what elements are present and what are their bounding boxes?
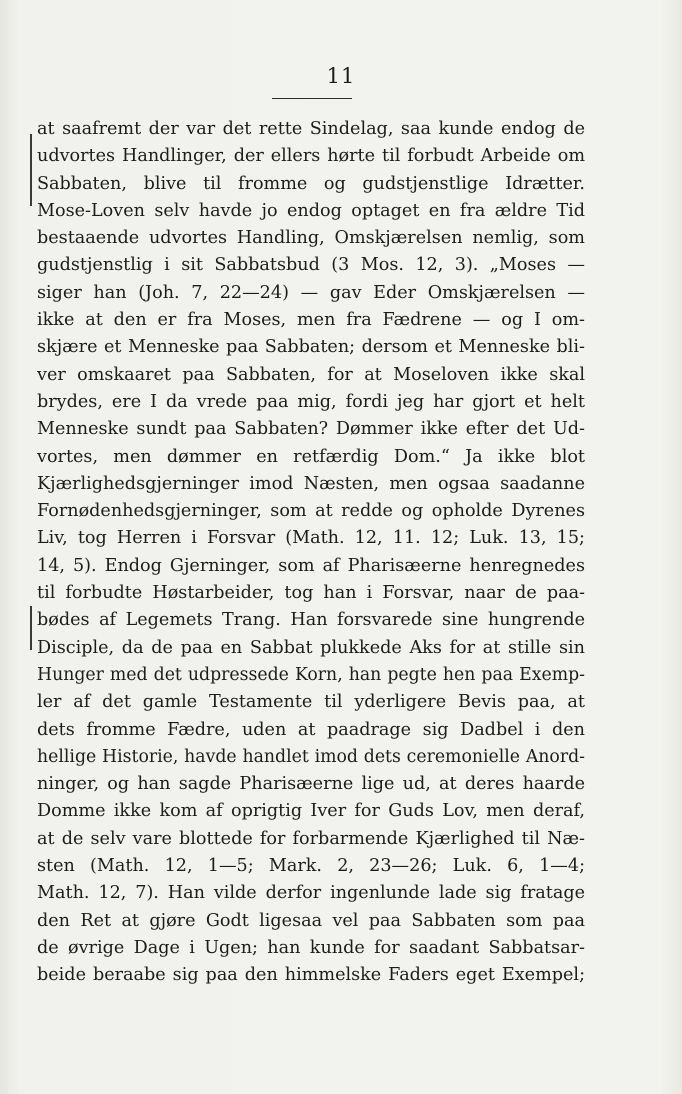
text-line: sten (Math. 12, 1—5; Mark. 2, 23—26; Luk. 6, 1—4; <box>37 856 585 877</box>
text-line: at de selv vare blottede for forbarmende Kjærlighed til Næ- <box>37 828 585 849</box>
text-line: at saafremt der var det rette Sindelag, saa kunde endog de <box>37 119 585 139</box>
margin-mark <box>30 606 32 650</box>
text-line: 14, 5). Endog Gjerninger, som af Pharisæerne henregnedes <box>37 555 585 576</box>
text-line: ninger, og han sagde Pharisæerne lige ud, at deres haarde <box>37 774 585 795</box>
text-line: Sabbaten, blive til fromme og gudstjenstlige Idrætter. <box>37 173 585 194</box>
text-line: til forbudte Høstarbeider, tog han i Forsvar, naar de paa- <box>37 583 585 604</box>
text-line: ler af det gamle Testamente til yderligere Bevis paa, at <box>37 692 585 713</box>
header-rule <box>272 98 352 99</box>
text-line: skjære et Menneske paa Sabbaten; dersom et Menneske bli- <box>37 337 585 358</box>
text-line: ikke at den er fra Moses, men fra Fædrene — og I om- <box>37 310 585 331</box>
text-line: Fornødenhedsgjerninger, som at redde og opholde Dyrenes <box>37 501 585 522</box>
text-line: gudstjenstlig i sit Sabbatsbud (3 Mos. 12, 3). „Moses — <box>37 255 585 276</box>
text-line: Hunger med det udpressede Korn, han pegte hen paa Exemp- <box>37 664 585 685</box>
text-line: hellige Historie, havde handlet imod dets ceremonielle Anord- <box>37 746 585 767</box>
text-line: bestaaende udvortes Handling, Omskjærelsen nemlig, som <box>37 228 585 249</box>
margin-mark <box>30 134 32 206</box>
text-line: Liv, tog Herren i Forsvar (Math. 12, 11. 12; Luk. 13, 15; <box>37 528 585 549</box>
text-line: Disciple, da de paa en Sabbat plukkede Aks for at stille sin <box>37 637 585 658</box>
text-line: dets fromme Fædre, uden at paadrage sig Dadbel i den <box>37 719 585 740</box>
text-line: Domme ikke kom af oprigtig Iver for Guds Lov, men deraf, <box>37 801 585 822</box>
text-line: udvortes Handlinger, der ellers hørte til forbudt Arbeide om <box>37 146 585 167</box>
text-line: brydes, ere I da vrede paa mig, fordi jeg har gjort et helt <box>37 391 585 412</box>
text-line: den Ret at gjøre Godt ligesaa vel paa Sabbaten som paa <box>37 910 585 931</box>
text-line: ver omskaaret paa Sabbaten, for at Moseloven ikke skal <box>37 364 585 385</box>
page-number: 11 <box>326 64 356 88</box>
text-line: Math. 12, 7). Han vilde derfor ingenlunde lade sig fratage <box>37 883 585 904</box>
text-line: vortes, men dømmer en retfærdig Dom.“ Ja ikke blot <box>37 446 585 467</box>
text-line: siger han (Joh. 7, 22—24) — gav Eder Omskjærelsen — <box>37 282 585 303</box>
text-line: Menneske sundt paa Sabbaten? Dømmer ikke efter det Ud- <box>37 419 585 440</box>
body-text <box>37 116 585 990</box>
text-line: de øvrige Dage i Ugen; han kunde for saadant Sabbatsar- <box>37 937 585 958</box>
text-line: Mose-Loven selv havde jo endog optaget en fra ældre Tid <box>37 200 585 221</box>
text-line: beide beraabe sig paa den himmelske Faders eget Exempel; <box>37 965 585 986</box>
text-line: Kjærlighedsgjerninger imod Næsten, men ogsaa saadanne <box>37 473 585 494</box>
text-line: bødes af Legemets Trang. Han forsvarede sine hungrende <box>37 610 585 631</box>
